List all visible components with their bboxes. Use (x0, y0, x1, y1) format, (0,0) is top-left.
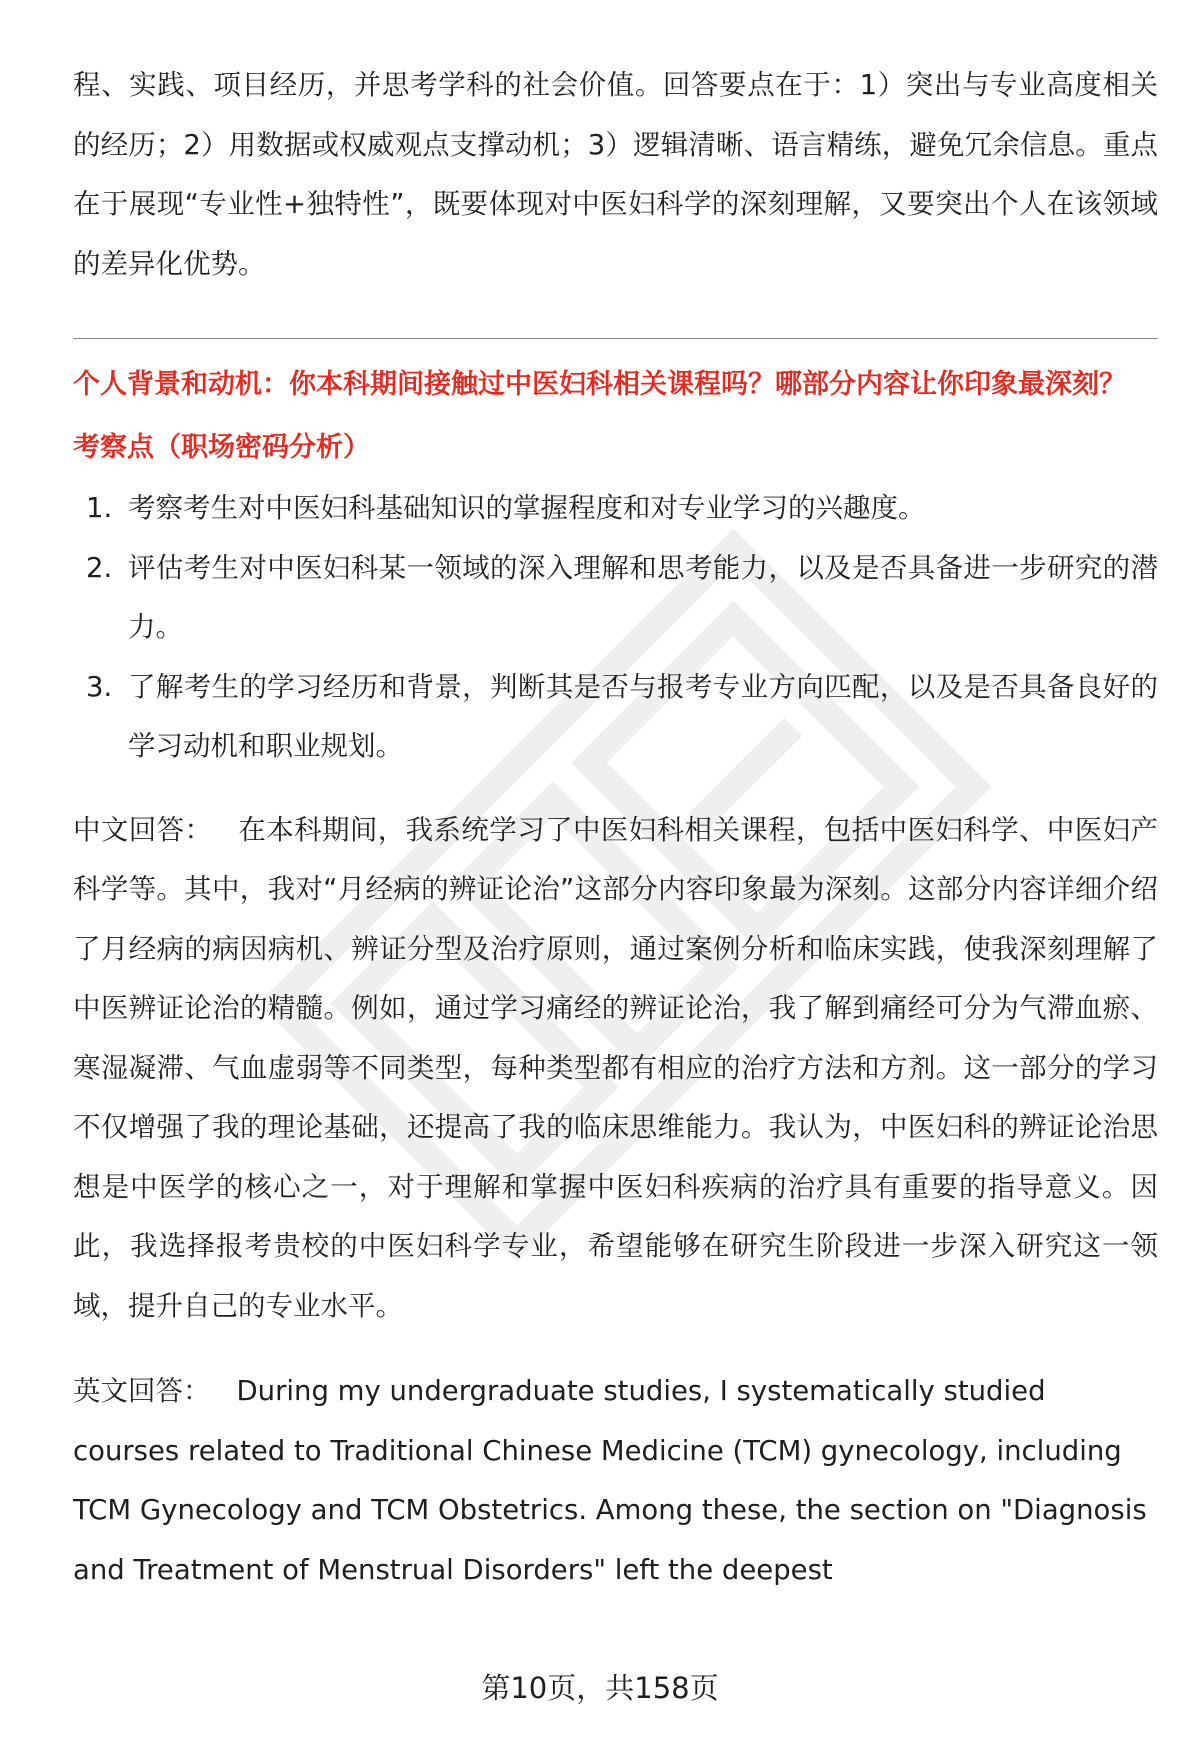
document-page (73, 56, 1158, 1600)
chinese-answer-label: 中文回答： (73, 813, 213, 846)
chinese-answer (73, 801, 1158, 1337)
key-points-list (73, 479, 1158, 777)
list-item-number: 1. (86, 492, 113, 524)
question-heading: 个人背景和动机：你本科期间接触过中医妇科相关课程吗？哪部分内容让你印象最深刻？ (73, 369, 1126, 400)
english-answer-label: 英文回答： (73, 1375, 211, 1407)
list-item-text: 评估考生对中医妇科某一领域的深入理解和思考能力，以及是否具备进一步研究的潜力。 (128, 551, 1158, 643)
chinese-answer-text: 在本科期间，我系统学习了中医妇科相关课程，包括中医妇科学、中医妇产科学等。其中，我对“月经病的辨证论治”这部分内容印象最为深刻。这部分内容详细介绍了月经病的病因病机、辨证分型及治疗原则，通过案例分析和临床实践，使我深刻理解了中医辨证论治的精髓。例如，通过学习痛经的辨证论治，我了解到痛经可分为气滞血瘀、寒湿凝滞、气血虚弱等不同类型，每种类型都有相应的治疗方法和方剂。这一部分的学习不仅增强了我的理论基础，还提高了我的临床思维能力。我认为，中医妇科的辨证论治思想是中医学的核心之一，对于理解和掌握中医妇科疾病的治疗具有重要的指导意义。因此，我选择报考贵校的中医妇科学专业，希望能够在研究生阶段进一步深入研究这一领域，提升自己的专业水平。 (73, 813, 1159, 1322)
list-item-text: 考察考生对中医妇科基础知识的掌握程度和对专业学习的兴趣度。 (128, 492, 926, 524)
list-item (73, 658, 1158, 777)
page-number: 第10页，共158页 (481, 1671, 719, 1705)
english-answer (73, 1362, 1158, 1600)
list-item-number: 3. (86, 670, 113, 703)
key-points-heading: 考察点（职场密码分析） (73, 432, 370, 463)
list-item-number: 2. (86, 551, 113, 584)
english-answer-text: During my undergraduate studies, I systematically studied courses related to Traditional Chinese Medicine (TCM) gynecology, including TCM Gynecology and TCM Obstetrics. Among these, the section on "Diagnosis and Treatment of Menstrual Disorders" left the deepest (73, 1375, 1147, 1586)
section-divider (73, 338, 1158, 339)
list-item-text: 了解考生的学习经历和背景，判断其是否与报考专业方向匹配，以及是否具备良好的学习动机和职业规划。 (128, 670, 1158, 762)
intro-paragraph: 程、实践、项目经历，并思考学科的社会价值。回答要点在于：1）突出与专业高度相关的经历；2）用数据或权威观点支撑动机；3）逻辑清晰、语言精练，避免冗余信息。重点在于展现“专业性+独特性”，既要体现对中医妇科学的深刻理解，又要突出个人在该领域的差异化优势。 (73, 69, 1158, 280)
list-item (73, 539, 1158, 658)
list-item (73, 479, 1158, 539)
